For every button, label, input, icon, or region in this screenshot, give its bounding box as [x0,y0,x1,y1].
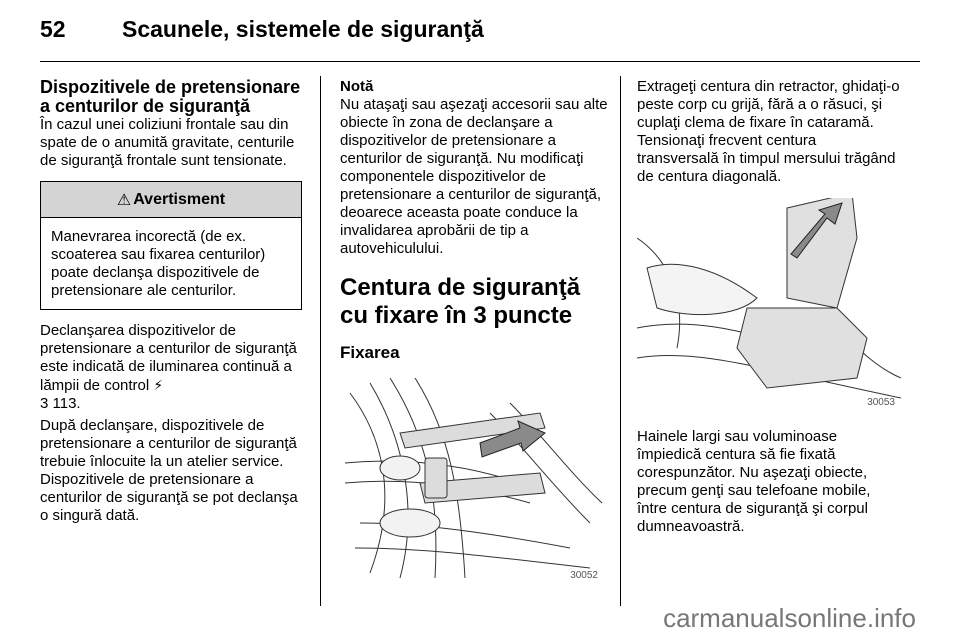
column-divider-1 [320,76,321,606]
page-header [40,14,920,62]
section-title-pretensioners: Dispozitivele de pretensionare a centurilor de siguranţă [40,77,301,116]
warning-box [40,181,302,310]
buckle-illustration [637,198,901,412]
deployment-paragraph [40,322,304,413]
column-left [40,78,304,525]
column-right [637,78,901,536]
chapter-title: Scaunele, sistemele de siguranţă [122,16,484,42]
warning-text: Manevrarea incorectă (de ex. scoaterea sau fixarea centurilor) poate declanşa dispozitivele de pretensionare ale centurilor. [51,228,266,299]
figure-number: 30052 [570,570,598,581]
warning-header [41,182,301,218]
seatbelt-pretensioner-lamp-icon: ⚡ [153,377,164,393]
note-label: Notă [340,78,374,95]
figure-number: 30053 [867,397,895,408]
page-number: 52 [40,16,66,42]
figure-fastening-belt [340,373,604,585]
three-point-belt-title: Centura de siguranţă cu fixare în 3 puncte [340,274,581,329]
warning-triangle-icon: ⚠ [116,191,132,209]
fastening-subtitle: Fixarea [340,343,400,362]
intro-paragraph: În cazul unei coliziuni frontale sau din spate de o anumită gravitate, centurile de siguranţă frontale sunt tensionate. [40,116,295,169]
page-reference-link[interactable]: 3 113. [40,395,81,412]
fastening-instructions: Extrageţi centura din retractor, ghidaţi-o peste corp cu grijă, fără a o răsuci, şi cuplaţi clema de fixare în cataramă. Tensionaţi frecvent centura transversală în timpul mersului trăgând de centura diagonală. [637,78,900,185]
note-text: Nu ataşaţi sau aşezaţi accesorii sau alte obiecte în zona de declanşare a dispozitivelor de pretensionare a centurilor de siguranţă. Nu modificaţi componentele dispozitivelor de pretensionare a centurilor de siguranţă, deoarece aceasta poate conduce la invalidarea aprobării de tip a autovehiculului. [340,96,608,257]
belt-fastening-illustration [340,373,604,585]
clothing-warning-paragraph: Hainele largi sau voluminoase împiedică centura să fie fixată corespunzător. Nu aşezaţi obiecte, precum genţi sau telefoane mobile, între centura de siguranţă şi corpul dumneavoastră. [637,428,871,535]
column-divider-2 [620,76,621,606]
replacement-paragraph: După declanşare, dispozitivele de pretensionare a centurilor de siguranţă trebuie înlocuite la un atelier service. Dispozitivele de pretensionare a centurilor de siguranţă se pot declanşa o singură dată. [40,417,298,524]
watermark: carmanualsonline.info [663,603,916,633]
deployment-text: Declanşarea dispozitivelor de pretensionare a centurilor de siguranţă este indicată de iluminarea continuă a lămpii de control [40,322,297,394]
column-middle [340,78,610,585]
figure-buckle [637,198,901,412]
warning-title: Avertisment [133,190,226,208]
